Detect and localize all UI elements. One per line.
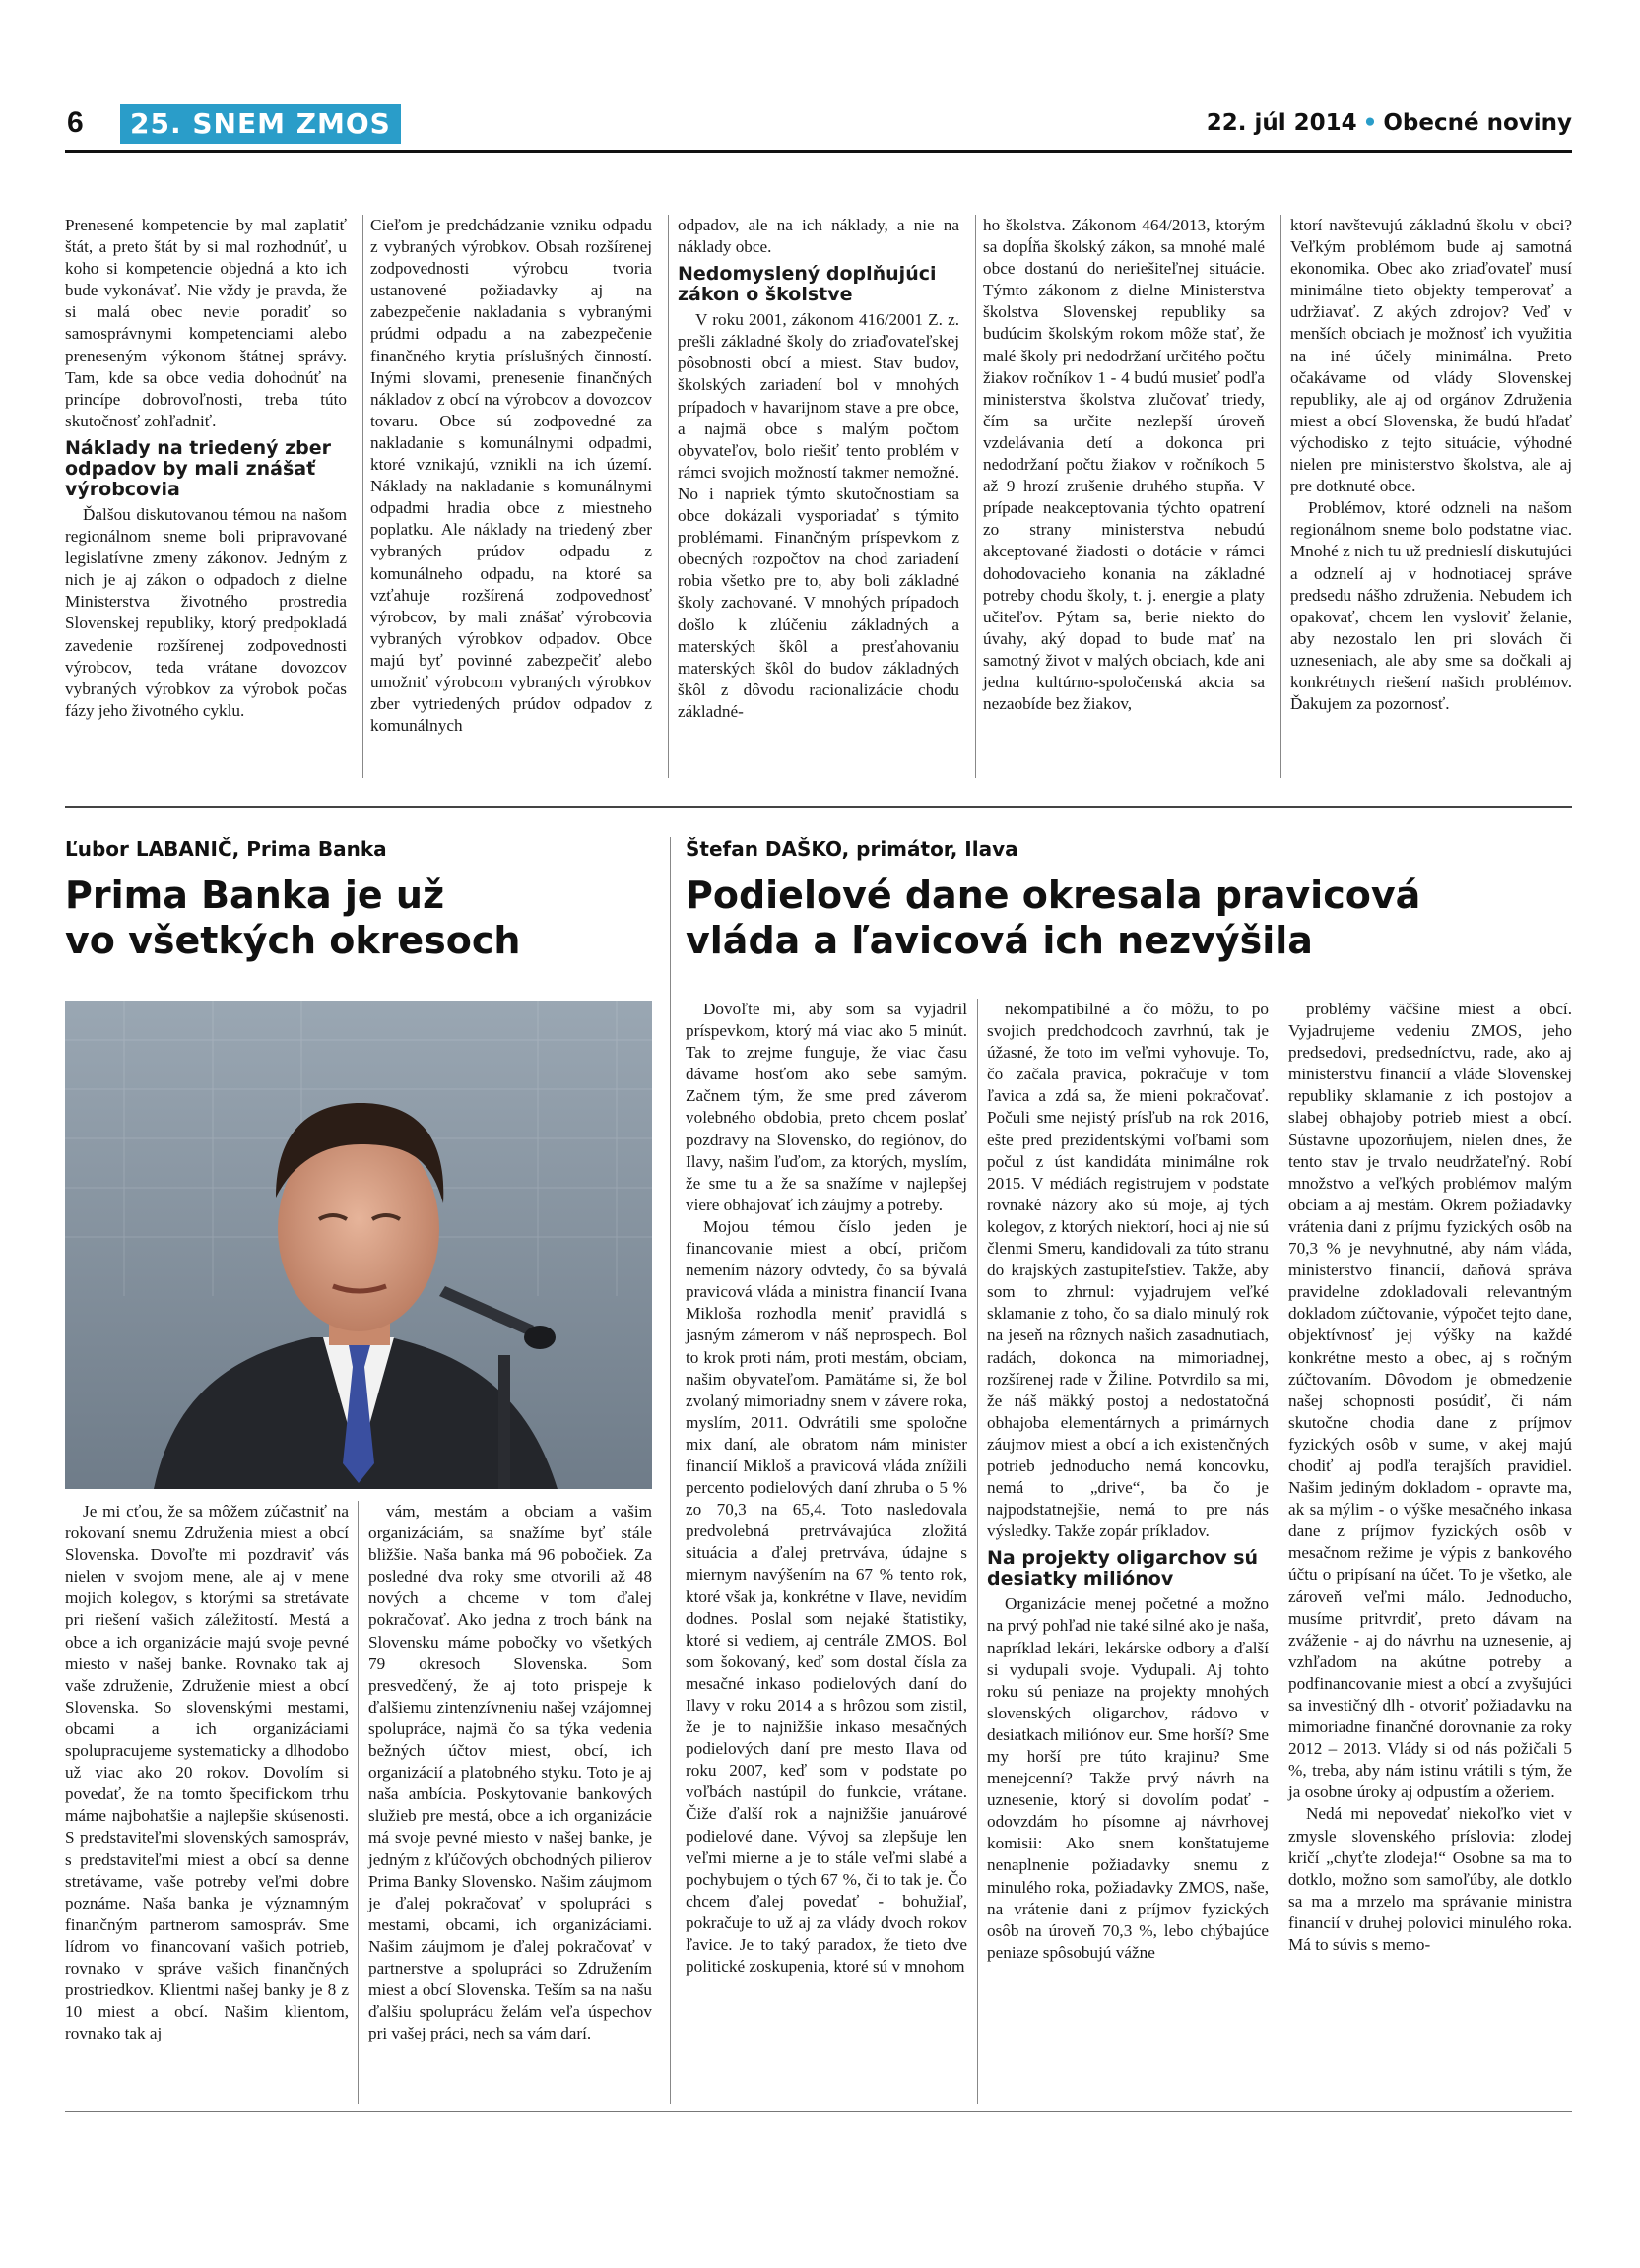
- speaker-photo: [65, 1001, 652, 1489]
- headline-line: vláda a ľavicová ich nezvýšila: [686, 919, 1313, 962]
- paragraph: Organizácie menej početné a možno na prvý pohľad nie také silné ako je naša, napríklad lekári, lekárske odbory a ďalší si vydupali svoje. Vydupali. Aj tohto roku sú peniaze na projekty mnohých slovenských oligarchov, rádovo v desiatkach miliónov eur. Sme horší? Sme my horší pre túto krajinu? Sme menejcenní? Takže prvý návrh na uznesenie, ktorý si dovolím podať - odovzdám ho písomne aj návrhovej komisii: Ako snem konštatujeme nenaplnenie požiadavky snemu z minulého roka, požiadavky ZMOS, naše, na vrátenie dani z príjmov fyzických osôb na úroveň 70,3 %, lebo chýbajúce peniaze spôsobujú vážne: [987, 1594, 1269, 1962]
- column-divider: [358, 1501, 359, 2104]
- bottom-rule: [65, 2111, 1572, 2112]
- top-column-4: [983, 215, 1265, 715]
- page-header: [65, 102, 1572, 154]
- paragraph: vám, mestám a obciam a vašim organizáciám, sa snažíme byť stále bližšie. Naša banka má 96 pobočiek. Za posledné dva roky sme otvorili až 48 nových a chceme v tom ďalej pokračovať. Ako jedna z troch bánk na Slovensku máme pobočky vo všetkých 79 okresoch Slovenska. Som presvedčený, že aj toto prispeje k ďalšiemu zintenzívneniu našej vzájomnej spolupráce, najmä čo sa týka vedenia bežných účtov miest, obcí, ich organizácií a platobného styku. Toto je aj naša ambícia. Poskytovanie bankových služieb pre mestá, obce a ich organizácie má svoje pevné miesto v našej banke, je jedným z kľúčových obchodných pilierov Prima Banky Slovensko. Našim záujmom je ďalej pokračovať v spolupráci s mestami, obcami, ich organizáciami. Našim záujmom je ďalej pokračovať v partnerstve a spolupráci so Združením miest a obcí Slovenska. Teším sa na našu ďalšiu spoluprácu želám veľa úspechov pri vašej práci, nech sa vám darí.: [368, 1502, 652, 2043]
- column-divider: [975, 215, 976, 778]
- left-article-column-1: [65, 1501, 349, 2044]
- paragraph: Ďalšou diskutovanou témou na našom regionálnom sneme boli pripravované legislatívne zmeny zákonov. Jedným z nich je aj zákon o odpadoch z dielne Ministerstva životného prostredia Slovenskej republiky, ktorý predpokladá zavedenie rozšírenej zodpovednosti výrobcov, teda vrátane dovozcov vybraných výrobkov za výrobok počas fázy jeho životného cyklu.: [65, 504, 347, 720]
- section-tag: 25. SNEM ZMOS: [120, 104, 401, 144]
- page-number: 6: [67, 106, 84, 139]
- right-article-column-1: [686, 999, 967, 1977]
- left-byline: Ľubor LABANIČ, Prima Banka: [65, 837, 387, 861]
- paragraph: Cieľom je predchádzanie vzniku odpadu z vybraných výrobkov. Obsah rozšírenej zodpovednosti výrobcu tvoria ustanovené požiadavky aj na zabezpečenie nakladania s vybranými prúdmi odpadu a na zabezpečenie finančného krytia príslušných činností. Inými slovami, prenesenie finančných nákladov z obcí na výrobcov a dovozcov tovaru. Obce sú zodpovedné za nakladanie s komunálnymi odpadmi, ktoré vznikajú, vznikli na ich území. Náklady na nakladanie s komunálnymi odpadmi hradia obce z miestneho poplatku. Ale náklady na triedený zber vybraných prúdov odpadu z komunálneho odpadu, na ktoré sa vzťahuje rozšírená zodpovednosť výrobcov, by mali znášať výrobcovia vybraných výrobkov odpadov. Obce majú byť povinné zabezpečiť alebo umožniť výrobcom vybraných výrobkov zber vytriedených prúdov odpadov z komunálnych: [370, 216, 652, 736]
- column-divider: [977, 999, 978, 2104]
- column-divider: [668, 215, 669, 778]
- paragraph: nekompatibilné a čo môžu, to po svojich predchodcoch zavrhnú, tak je úžasné, že toto im veľmi vyhovuje. To, čo začala pravica, pokračuje v tom ľavica a zdá sa, že mieni pokračovať. Počuli sme nejistý prísľub na rok 2016, ešte pred prezidentskými voľbami som počul z úst kandidáta minimálne rok 2015. V médiách registrujem v podstate rovnaké názory ako sú moje, aj tých kolegov, z ktorých niektorí, hoci aj nie sú členmi Smeru, kandidovali za túto stranu do krajských zastupiteľstiev. Takže, aby som to zhrnul: vyjadrujem veľké sklamanie z toho, čo sa dialo minulý rok na jeseň na rôznych našich zasadnutiach, radách, dokonca na mimoriadnej, rozšírenej rade v Žiline. Potvrdilo sa mi, že náš mäkký postoj a nedostatočná obhajoba elementárnych a primárnych záujmov miest a obcí a ich existenčných potrieb jednoducho nemá koncovku, nemá to „drive“, ba čo je najpodstatnejšie, nemá to pre nás výsledky. Takže zopár príkladov.: [987, 1000, 1269, 1541]
- top-column-5: [1290, 215, 1572, 715]
- headline-line: vo všetkých okresoch: [65, 919, 521, 962]
- paragraph: Problémov, ktoré odzneli na našom regionálnom sneme bolo podstatne viac. Mnohé z nich tu už prednieslí diskutujúci a odznelí aj v hodnotiacej správe predsedu nášho združenia. Nebudem ich opakovať, chcem len vysloviť želanie, aby nezostalo len pri slovách či uzneseniach, ale aby sme sa dočkali aj konkrétnych riešení našich problémov. Ďakujem za pozornosť.: [1290, 498, 1572, 714]
- headline-line: Prima Banka je už: [65, 874, 445, 917]
- publication-name: Obecné noviny: [1383, 110, 1572, 136]
- left-headline: [65, 873, 754, 963]
- column-divider: [362, 215, 363, 778]
- paragraph: ktorí navštevujú základnú školu v obci? Veľkým problémom bude aj samotná ekonomika. Obec ako zriaďovateľ musí minimálne tieto objekty temperovať a udržiavať. Z akých zdrojov? Veď v menších obciach je možnosť ich využitia na iné účely minimálna. Preto očakávame od vlády Slovenskej republiky, ale aj od orgánov Združenia miest a obcí Slovenska, že budú hľadať východisko z tejto situácie, výhodné nielen pre ministerstvo školstva, ale aj pre dotknuté obce.: [1290, 216, 1572, 496]
- top-column-3: [678, 215, 959, 723]
- paragraph: Prenesené kompetencie by mal zaplatiť štát, a preto štát by si mal rozhodnúť, u koho si kompetencie objedná a kto ich bude vykonávať. Nie vždy je pravda, že si malá obec nevie poradiť so samosprávnymi kompetenciami alebo preneseným výkonom štátnej správy. Tam, kde sa obce vedia dohodnúť na princípe dobrovoľnosti, treba túto skutočnosť zohľadniť.: [65, 216, 347, 430]
- headline-line: Podielové dane okresala pravicová: [686, 874, 1421, 917]
- issue-date: 22. júl 2014: [1206, 110, 1357, 136]
- continued-article: [65, 215, 1572, 786]
- right-headline: [686, 873, 1572, 963]
- separator-dot: •: [1362, 110, 1378, 136]
- top-column-2: [370, 215, 652, 737]
- issue-info: [1207, 110, 1572, 136]
- paragraph: problémy väčšine miest a obcí. Vyjadrujeme vedeniu ZMOS, jeho predsedovi, predsedníctvu, rade, ako aj ministerstvu financií a vláde Slovenskej republiky sklamanie z ich postojov a slabej obhajoby potrieb miest a obcí. Sústavne upozorňujem, nielen dnes, že tento stav je trvalo neudržateľný. Robí množstvo a veľkých problémov malým obciam a aj mestám. Okrem požiadavky vrátenia dani z príjmu fyzických osôb na 70,3 % je nevyhnutné, aby nám vláda, ministerstvo financií, daňová správa pravidelne zdokladovali relevantným dokladom zúčtovanie, výpočet tejto dane, objektívnosť jej výšky na každé konkrétne mesto a obec, aj s ročným zúčtovaním. Dôvodom je obmedzenie našej schopnosti posúdiť, či nám skutočne chodia dane z príjmov fyzických osôb v sume, v akej majú chodiť aj podľa terajších pravidiel. Našim jediným dokladom - opravte ma, ak sa mýlim - o výške mesačného inkasa dane z príjmov fyzických osôb v mesačnom režime je výpis z bankového účtu o pripísaní na účet. To je všetko, ale zároveň veľmi málo. Jednoducho, musíme pritvrdiť, preto dávam na zváženie - aj do návrhu na uznesenie, aj vzhľadom na akútne potreby a podfinancovanie miest a obcí a zvyšujúci sa investičný dlh - otvoriť požiadavku na mimoriadne finančné dorovnanie za roky 2012 – 2013. Vlády si od nás požičali 5 %, treba, aby nám istinu vrátili s tým, že ja osobne úroky aj odpustím a ožeriem.: [1288, 1000, 1572, 1802]
- column-divider: [1280, 215, 1281, 778]
- left-article-head: [65, 837, 754, 963]
- paragraph: ho školstva. Zákonom 464/2013, ktorým sa dopĺňa školský zákon, sa mnohé malé obce dostanú do neriešiteľnej situácie. Týmto zákonom z dielne Ministerstva školstva Slovenskej republiky sa budúcim školským rokom môže stať, že malé školy pri nedodržaní určitého počtu žiakov ročníkov 1 - 4 budú musieť podľa ministerstva školstva zlučovať triedy, čím sa určite nezlepší úroveň vzdelávania detí a dokonca pri nedodržaní počtu žiakov v ročníkoch 5 až 9 hrozí zrušenie druhého stupňa. V prípade neakceptovania týchto opatrení zo strany ministerstva nebudú akceptované žiadosti o dotácie v rámci dohodovacieho konania na základné potreby chodu školy, t. j. energie a platy učiteľov. Pýtam sa, berie niekto do úvahy, aký dopad to bude mať na samotný život v malých obciach, kde ani jedna kultúrno-spoločenská akcia sa nezaobíde bez žiakov,: [983, 216, 1265, 714]
- right-byline: Štefan DAŠKO, primátor, Ilava: [686, 837, 1018, 861]
- left-article-column-2: [368, 1501, 652, 2044]
- header-rule: [65, 150, 1572, 153]
- right-article-column-2: [987, 999, 1269, 1964]
- subheading: Náklady na triedený zber odpadov by mali znášať výrobcovia: [65, 436, 332, 500]
- section-rule: [65, 806, 1572, 808]
- right-article-column-3: [1288, 999, 1572, 1956]
- subheading: Na projekty oligarchov sú desiatky miliónov: [987, 1547, 1259, 1590]
- paragraph: V roku 2001, zákonom 416/2001 Z. z. prešli základné školy do zriaďovateľskej pôsobnosti obcí a miest. Stav budov, školských zariadení bol v mnohých prípadoch v havarijnom stave a pre obce, a najmä obce s malým počtom obyvateľov, bolo riešiť tento problém v rámci svojich možností takmer nemožné. No i napriek týmto skutočnostiam sa obce dokázali vysporiadať s týmito problémami. Finančným príspevkom z obecných rozpočtov na chod zariadení robia všetko pre to, aby boli základné školy zachované. V mnohých prípadoch došlo k zlúčeniu základných a materských škôl a presťahovaniu materských škôl do budov základných škôl z dôvodu racionalizácie chodu základné-: [678, 310, 959, 721]
- top-column-1: [65, 215, 347, 722]
- subheading: Nedomyslený doplňujúci zákon o školstve: [678, 263, 937, 306]
- right-article-head: [686, 837, 1572, 963]
- paragraph: odpadov, ale na ich náklady, a nie na náklady obce.: [678, 216, 959, 257]
- paragraph: Dovoľte mi, aby som sa vyjadril príspevkom, ktorý má viac ako 5 minút. Tak to zrejme funguje, že viac času dávame hosťom ako sebe samým. Začnem tým, že sme pred záverom volebného obdobia, preto chcem poslať pozdravy na Slovensko, do regiónov, do Ilavy, našim ľuďom, za ktorých, myslím, že sme tu a že sa snažíme v najlepšej viere obhajovať ich záujmy a potreby.: [686, 1000, 967, 1214]
- paragraph: Nedá mi nepovedať niekoľko viet v zmysle slovenského príslovia: zlodej kričí „chyťte zlodeja!“ Osobne sa ma to dotklo, možno som samoľúby, ale dotklo sa ma a mrzelo ma správanie ministra financií v druhej polovici minulého roka. Má to súvis s memo-: [1288, 1804, 1572, 1955]
- paragraph: Je mi cťou, že sa môžem zúčastniť na rokovaní snemu Združenia miest a obcí Slovenska. Dovoľte mi pozdraviť vás nielen v svojom mene, ale aj v mene mojich kolegov, s ktorými sa stretávate pri riešení vašich záležitostí. Mestá a obce a ich organizácie majú svoje pevné miesto v našej banke. Rovnako tak aj vaše združenie, Združenie miest a obcí Slovenska. So slovenskými mestami, obcami a ich organizáciami spolupracujeme systematicky a dlhodobo už viac ako 20 rokov. Dovolím si povedať, že na tomto špecifickom trhu máme najbohatšie a najlepšie skúsenosti. S predstaviteľmi slovenských samospráv, s predstaviteľmi miest a obcí sa denne stretávame, vaše potreby veľmi dobre poznáme. Naša banka je významným finančným partnerom samospráv. Sme lídrom vo financovaní vašich potrieb, rovnako v správe vašich finančných prostriedkov. Klientmi našej banky je 8 z 10 miest a obcí. Našim klientom, rovnako tak aj: [65, 1502, 349, 2043]
- paragraph: Mojou témou číslo jeden je financovanie miest a obcí, pričom nemením názory odvtedy, čo sa bývalá pravicová vláda a ministra financií Ivana Mikloša rozhodla meniť pravidlá s jasným zámerom v náš neprospech. Bol to krok proti nám, proti mestám, obciam, našim obyvateľom. Pamätáme si, že bol zvolaný mimoriadny snem v závere roka, myslím, 2011. Odvrátili sme spoločne mix daní, ale obratom nám minister financií Mikloš a pravicová vláda znížili percento podielových daní zhruba o 5 % zo 70,3 na 65,4. Toto nasledovala predvolebná pretrvávajúca zložitá situácia a ďalej pretrváva, údajne s miernym navýšením na 67 % tento rok, ktoré však ja, konkrétne v Ilave, nevidím dodnes. Poslal som nejaké štatistiky, ktoré si vediem, aj centrále ZMOS. Bol som šokovaný, keď som dostal čísla za mesačné inkaso podielových daní do Ilavy v roku 2014 a s hrôzou som zistil, že je to najnižšie inkaso mesačných podielových daní pre mesto Ilava od roku 2007, keď som v podstate po voľbách nastúpil do funkcie, vrátane. Čiže ďalší rok a najnižšie januárové podielové dane. Vývoj sa zlepšuje len veľmi mierne a je to stále veľmi slabé a pochybujem o tých 67 %, či to tak je. Čo chcem ďalej povedať - bohužiaľ, pokračuje to už aj za vlády dvoch rokov ľavice. Je to taký paradox, že tieto dve politické zoskupenia, ktoré sú v mnohom: [686, 1216, 967, 1976]
- article-divider: [670, 837, 671, 2104]
- speaker-photo-image: [65, 1001, 652, 1489]
